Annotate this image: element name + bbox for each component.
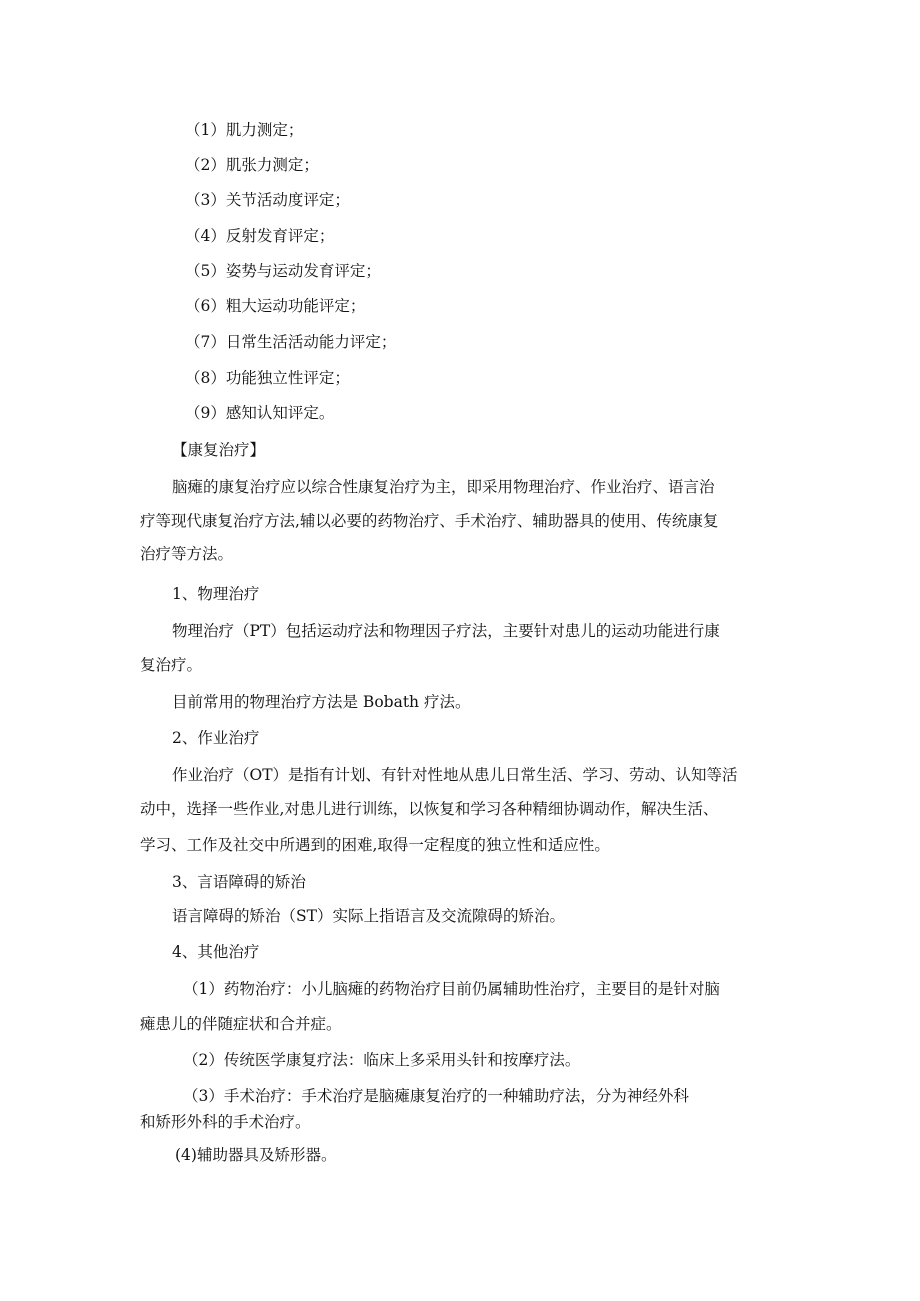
assessment-item-9: （9）感知认知评定。 — [185, 404, 335, 422]
other-drug-line-1: （1）药物治疗：小儿脑瘫的药物治疗目前仍属辅助性治疗，主要目的是针对脑 — [183, 980, 720, 998]
ot-line-3: 学习、工作及社交中所遇到的困难,取得一定程度的独立性和适应性。 — [140, 836, 610, 854]
assessment-item-7: （7）日常生活活动能力评定； — [185, 333, 397, 351]
intro-line-3: 治疗等方法。 — [140, 545, 234, 563]
assessment-item-6: （6）粗大运动功能评定； — [185, 297, 366, 315]
assessment-item-3: （3）关节活动度评定； — [185, 191, 350, 209]
pt-bobath-line: 目前常用的物理治疗方法是 Bobath 疗法。 — [172, 693, 471, 711]
other-heading: 4、其他治疗 — [172, 943, 260, 961]
assessment-item-8: （8）功能独立性评定； — [185, 369, 350, 387]
ot-heading: 2、作业治疗 — [172, 729, 260, 747]
assessment-item-1: （1）肌力测定； — [185, 121, 304, 139]
ot-line-2: 动中，选择一些作业,对患儿进行训练，以恢复和学习各种精细协调动作，解决生活、 — [140, 800, 719, 818]
intro-line-2: 疗等现代康复治疗方法,辅以必要的药物治疗、手术治疗、辅助器具的使用、传统康复 — [140, 512, 719, 530]
other-tcm-line: （2）传统医学康复疗法：临床上多采用头针和按摩疗法。 — [183, 1051, 581, 1069]
other-surgery-line-2: 和矫形外科的手术治疗。 — [140, 1113, 311, 1131]
pt-line-1: 物理治疗（PT）包括运动疗法和物理因子疗法，主要针对患儿的运动功能进行康 — [172, 622, 720, 640]
assessment-item-5: （5）姿势与运动发育评定； — [185, 262, 381, 280]
other-devices-line: (4)辅助器具及矫形器。 — [175, 1146, 337, 1164]
other-surgery-line-1: （3）手术治疗：手术治疗是脑瘫康复治疗的一种辅助疗法，分为神经外科 — [183, 1087, 689, 1105]
intro-line-1: 脑瘫的康复治疗应以综合性康复治疗为主，即采用物理治疗、作业治疗、语言治 — [172, 478, 715, 496]
pt-heading: 1、物理治疗 — [172, 585, 260, 603]
assessment-item-2: （2）肌张力测定； — [185, 156, 319, 174]
section-heading: 【康复治疗】 — [172, 441, 266, 459]
other-drug-line-2: 瘫患儿的伴随症状和合并症。 — [140, 1015, 342, 1033]
assessment-item-4: （4）反射发育评定； — [185, 227, 335, 245]
pt-line-2: 复治疗。 — [140, 656, 203, 674]
ot-line-1: 作业治疗（OT）是指有计划、有针对性地从患儿日常生活、学习、劳动、认知等活 — [172, 766, 738, 784]
st-line: 语言障碍的矫治（ST）实际上指语言及交流隙碍的矫治。 — [172, 907, 565, 925]
st-heading: 3、言语障碍的矫治 — [172, 873, 306, 891]
